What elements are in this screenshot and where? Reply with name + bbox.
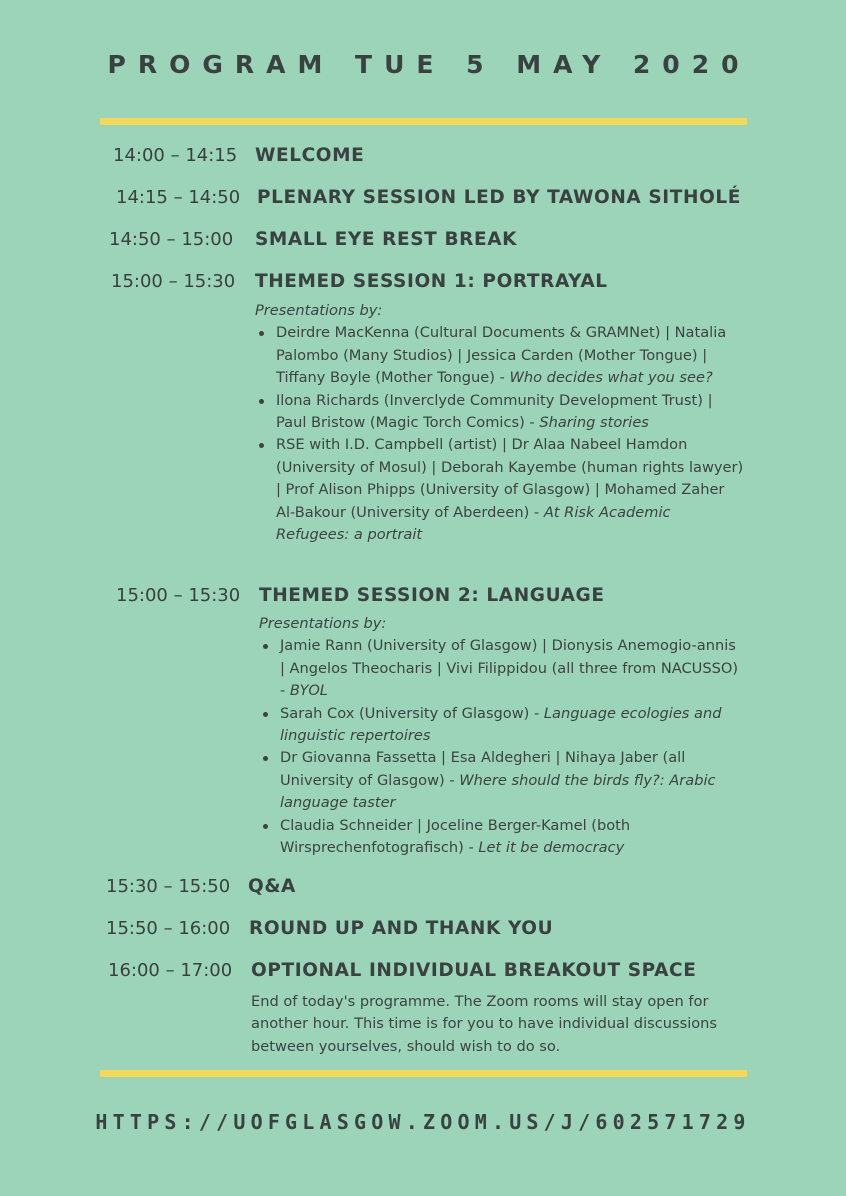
list-item <box>255 434 745 546</box>
time-welcome: 14:00 – 14:15 <box>113 145 238 166</box>
time-plenary: 14:15 – 14:50 <box>116 187 241 208</box>
session-1-presentations <box>255 300 745 546</box>
top-divider <box>100 118 747 125</box>
presentation-title: At Risk Academic Refugees: a portrait <box>276 503 671 544</box>
heading-plenary: PLENARY SESSION LED BY TAWONA SITHOLÉ <box>257 187 742 208</box>
zoom-link[interactable]: HTTPS://UOFGLASGOW.ZOOM.US/J/602571729 <box>95 1110 751 1134</box>
presentation-title: BYOL <box>289 682 328 700</box>
heading-breakout: OPTIONAL INDIVIDUAL BREAKOUT SPACE <box>251 960 697 981</box>
presentation-list <box>259 635 745 859</box>
heading-qa: Q&A <box>248 876 296 897</box>
heading-welcome: WELCOME <box>255 145 365 166</box>
list-item <box>259 747 745 814</box>
time-session-2: 15:00 – 15:30 <box>116 585 241 606</box>
time-round-up: 15:50 – 16:00 <box>106 918 231 939</box>
presentation-list <box>255 322 745 546</box>
presenters: Dr Giovanna Fassetta | Esa Aldegheri | Nihaya Jaber (all University of Glasgow) - <box>280 749 686 789</box>
presenters: Deirdre MacKenna (Cultural Documents & GRAMNet) | Natalia Palombo (Many Studios) | Jessica Carden (Mother Tongue) | Tiffany Boyle (Mother Tongue) - <box>276 324 727 387</box>
session-2-presentations <box>259 613 745 859</box>
heading-session-1: THEMED SESSION 1: PORTRAYAL <box>255 271 608 292</box>
presenters: RSE with I.D. Campbell (artist) | Dr Alaa Nabeel Hamdon (University of Mosul) | Deborah Kayembe (human rights lawyer) | Prof Alison Phipps (University of Glasgow) | Mohamed Zaher Al-Bakour (University of Aberdeen) - <box>276 436 744 521</box>
presenters: Jamie Rann (University of Glasgow) | Dionysis Anemogio-annis | Angelos Theocharis | Vivi Filippidou (all three from NACUSSO) - <box>280 637 739 700</box>
list-item <box>255 322 745 389</box>
list-item <box>255 390 745 435</box>
list-item <box>259 703 745 748</box>
presenters: Claudia Schneider | Joceline Berger-Kamel (both Wirsprechenfotografisch) - <box>280 816 631 857</box>
time-session-1: 15:00 – 15:30 <box>111 271 236 292</box>
list-item <box>259 635 745 702</box>
time-break: 14:50 – 15:00 <box>109 229 234 250</box>
presentation-title: Who decides what you see? <box>509 369 713 387</box>
presentation-title: Where should the birds fly?: Arabic language taster <box>280 771 716 812</box>
presentation-title: Let it be democracy <box>478 839 625 857</box>
heading-break: SMALL EYE REST BREAK <box>255 229 518 250</box>
breakout-note: End of today's programme. The Zoom rooms will stay open for another hour. This time is for you to have individual discussions between yourselves, should wish to do so. <box>251 993 718 1055</box>
heading-session-2: THEMED SESSION 2: LANGUAGE <box>259 585 605 606</box>
presentation-title: Language ecologies and linguistic repertoires <box>280 704 722 745</box>
heading-round-up: ROUND UP AND THANK YOU <box>249 918 554 939</box>
presentation-title: Sharing stories <box>539 414 649 432</box>
bottom-divider <box>100 1070 747 1077</box>
list-item <box>259 815 745 860</box>
page-title: PROGRAM TUE 5 MAY 2020 <box>107 50 751 79</box>
time-qa: 15:30 – 15:50 <box>106 876 231 897</box>
presentations-label: Presentations by: <box>259 615 387 632</box>
time-breakout: 16:00 – 17:00 <box>108 960 233 981</box>
presenters: Ilona Richards (Inverclyde Community Development Trust) | Paul Bristow (Magic Torch Comics) - <box>276 391 713 432</box>
presentations-label: Presentations by: <box>255 302 383 319</box>
presenters: Sarah Cox (University of Glasgow) - <box>280 704 544 722</box>
